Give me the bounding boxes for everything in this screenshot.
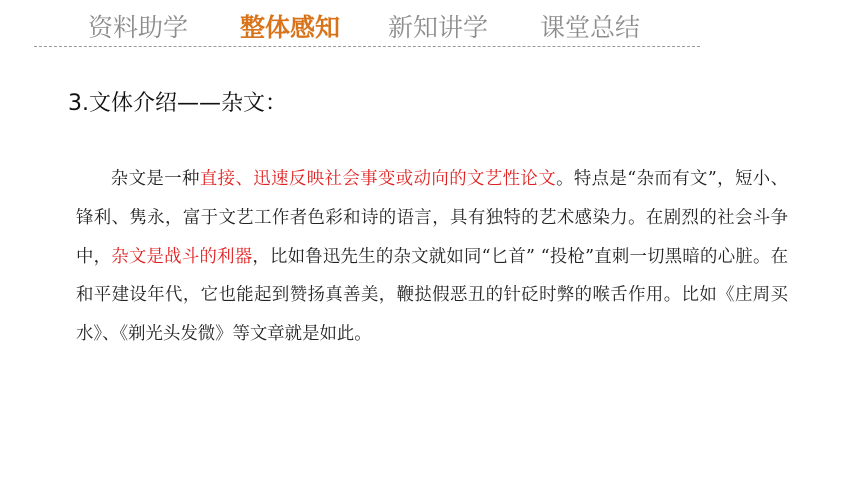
section-heading: 3.文体介绍——杂文： (68, 91, 287, 116)
nav-divider (34, 46, 700, 47)
tab-resource-study[interactable]: 资料助学 (88, 13, 189, 42)
tab-class-summary[interactable]: 课堂总结 (540, 13, 641, 42)
tab-overall-perception[interactable]: 整体感知 (240, 13, 341, 42)
highlight-weapon: 杂文是战斗的利器 (111, 246, 253, 267)
highlight-definition: 直接、迅速反映社会事变或动向的文艺性论文 (199, 169, 557, 189)
body-paragraph (76, 160, 788, 354)
paragraph-text-1: 杂文是一种 (110, 169, 200, 189)
tab-new-knowledge[interactable]: 新知讲学 (388, 13, 489, 42)
paragraph-text-3: ，比如鲁迅先生的杂文就如同“匕首” “投枪”直刺一切黑暗的心脏。在和平建设年代，它也能起到赞扬真善美，鞭挞假恶丑的针砭时弊的喉舌作用。比如《庄周买水》、《剃光头发微》等文章就是如此。 (76, 246, 788, 345)
paragraph-text-2: 。特点是“杂而有文”，短小、锋利、隽永，富于文艺工作者色彩和诗的语言，具有独特的艺术感染力。在剧烈的社会斗争中， (76, 169, 788, 267)
